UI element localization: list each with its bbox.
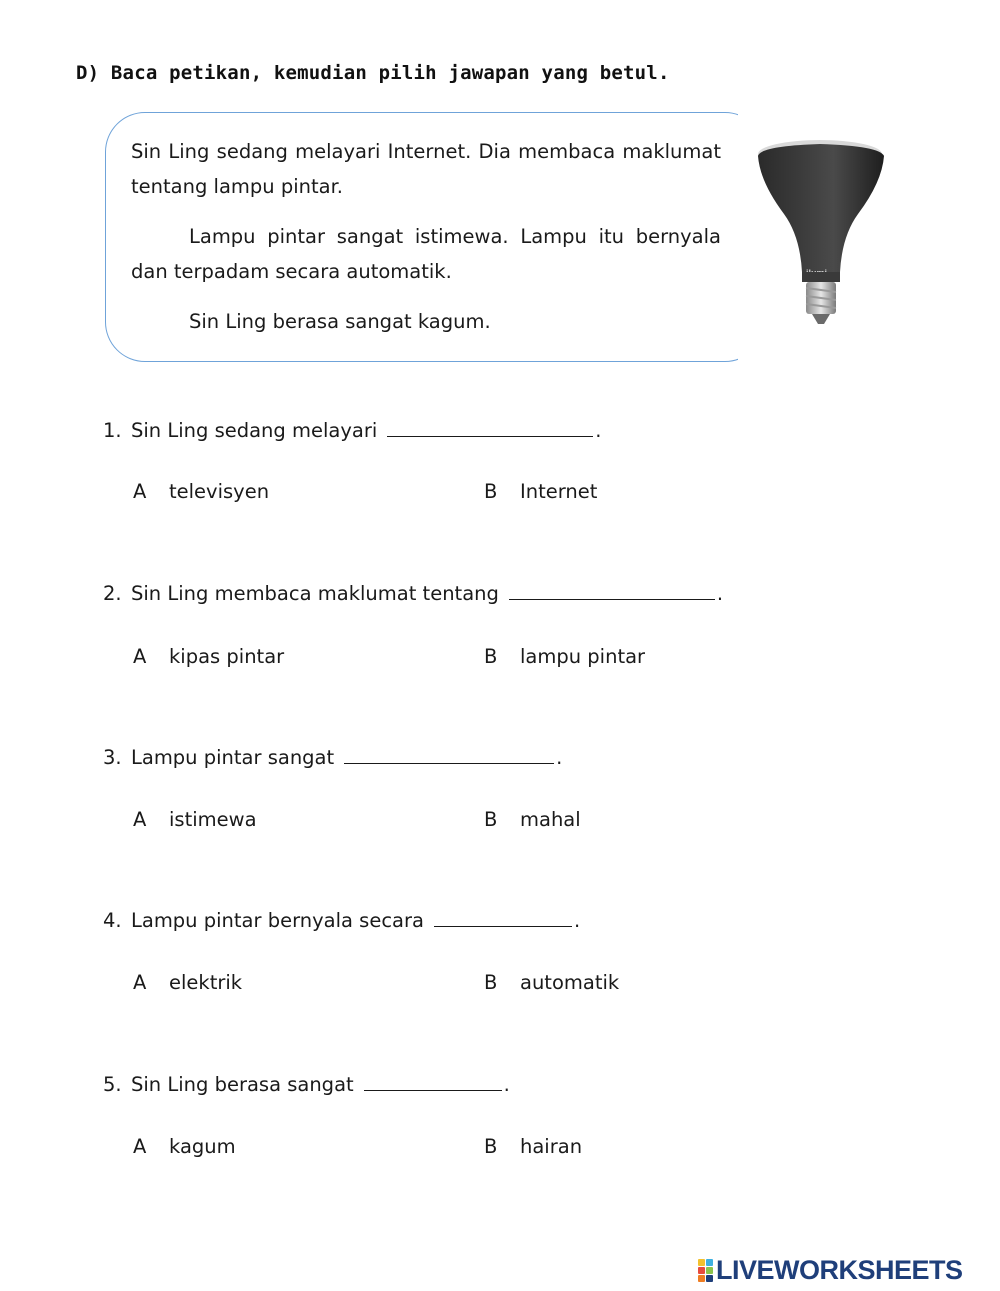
question-5 [103,1072,510,1096]
option-letter: B [484,808,498,831]
option-text: hairan [520,1135,583,1158]
logo-blocks-icon [698,1259,713,1282]
question-3 [103,745,562,769]
question-text: Lampu pintar bernyala secara [131,909,424,932]
question-1 [103,418,601,442]
option-a[interactable] [133,808,257,831]
option-b[interactable] [484,971,619,994]
option-b[interactable] [484,808,581,831]
logo-block [698,1259,705,1266]
question-end: . [556,746,563,769]
option-letter: B [484,480,498,503]
answer-blank[interactable] [364,1072,502,1091]
question-2 [103,581,723,605]
option-letter: B [484,645,498,668]
question-end: . [595,419,602,442]
answer-blank[interactable] [509,581,715,600]
question-end: . [716,582,724,605]
passage-paragraph: Sin Ling sedang melayari Internet. Dia membaca maklumat tentang lampu pintar. [131,140,721,198]
option-a[interactable] [133,480,269,503]
option-letter: A [133,480,147,503]
option-text: Internet [520,480,598,503]
option-text: elektrik [169,971,243,994]
question-number: 4. [103,909,122,932]
option-b[interactable] [484,480,597,503]
question-end: . [503,1073,510,1096]
question-number: 1. [103,419,122,442]
answer-blank[interactable] [387,418,593,437]
passage-paragraph: Sin Ling berasa sangat kagum. [189,310,491,333]
option-a[interactable] [133,971,242,994]
question-4 [103,908,580,932]
option-a[interactable] [133,1135,236,1158]
question-text: Sin Ling sedang melayari [131,419,378,442]
option-text: istimewa [169,808,257,831]
question-text: Sin Ling berasa sangat [131,1073,354,1096]
option-b[interactable] [484,1135,582,1158]
option-letter: A [133,971,147,994]
logo-block [698,1275,705,1282]
question-number: 3. [103,746,122,769]
passage-paragraph: Lampu pintar sangat istimewa. Lampu itu bernyala dan terpadam secara automatik. [131,225,721,283]
option-b[interactable] [484,645,645,668]
smart-lamp-image [750,122,906,344]
option-text: lampu pintar [520,645,646,668]
option-text: automatik [520,971,620,994]
logo-text: LIVEWORKSHEETS [716,1254,963,1285]
logo-block [706,1259,713,1266]
option-letter: B [484,1135,498,1158]
option-letter: B [484,971,498,994]
option-letter: A [133,808,147,831]
question-number: 2. [103,582,122,605]
option-a[interactable] [133,645,284,668]
instruction-heading: D) Baca petikan, kemudian pilih jawapan yang betul. [76,62,670,84]
option-text: kipas pintar [169,645,285,668]
answer-blank[interactable] [344,745,554,764]
logo-block [706,1275,713,1282]
option-letter: A [133,645,147,668]
answer-blank[interactable] [434,908,572,927]
question-number: 5. [103,1073,122,1096]
option-text: kagum [169,1135,236,1158]
passage-text [131,134,721,354]
question-text: Lampu pintar sangat [131,746,335,769]
question-end: . [573,909,581,932]
option-text: televisyen [169,480,270,503]
logo-block [698,1267,705,1274]
question-text: Sin Ling membaca maklumat tentang [131,582,499,605]
logo-block [706,1267,713,1274]
option-letter: A [133,1135,147,1158]
liveworksheets-logo[interactable] [698,1255,963,1285]
option-text: mahal [520,808,581,831]
